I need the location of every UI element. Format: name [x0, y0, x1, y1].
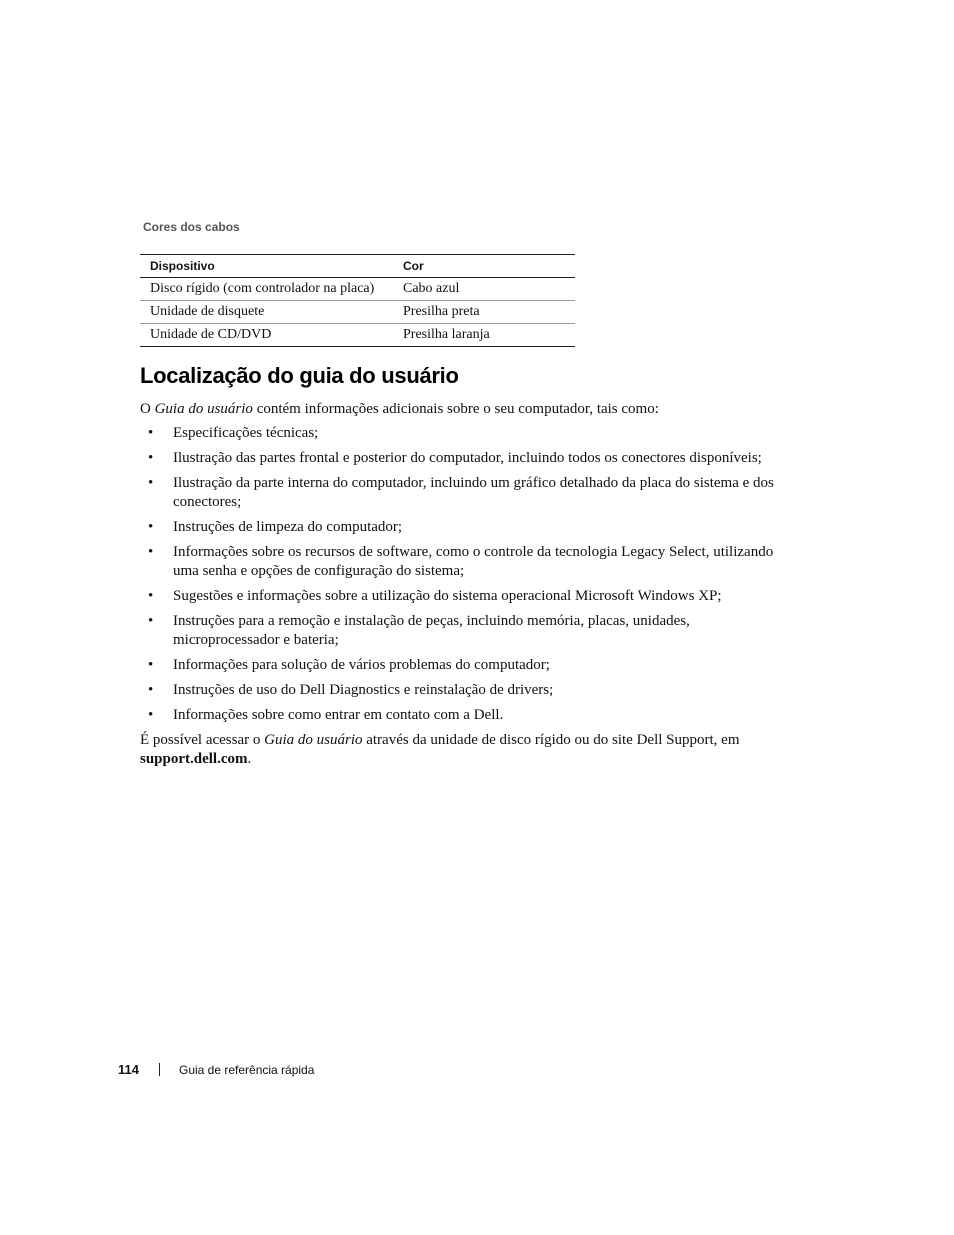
column-header-color: Cor [393, 255, 575, 278]
outro-text: . [247, 751, 252, 767]
section-body [140, 400, 800, 769]
bullet-icon: • [148, 544, 154, 560]
cell-device: Unidade de disquete [140, 301, 393, 324]
list-item-text: Informações sobre como entrar em contato com a Dell. [173, 707, 504, 723]
footer-title: Guia de referência rápida [178, 1062, 315, 1077]
table-row [140, 324, 575, 347]
list-item [140, 518, 800, 537]
list-item [140, 543, 800, 581]
list-item-text: Ilustração das partes frontal e posterior do computador, incluindo todos os conectores disponíveis; [173, 450, 762, 466]
list-item [140, 612, 800, 650]
cell-color: Presilha preta [393, 301, 575, 324]
bullet-icon: • [148, 519, 154, 535]
section-heading: Localização do guia do usuário [140, 363, 459, 388]
cell-color: Presilha laranja [393, 324, 575, 347]
cell-device: Unidade de CD/DVD [140, 324, 393, 347]
bullet-icon: • [148, 657, 154, 673]
list-item-text: Ilustração da parte interna do computador, incluindo um gráfico detalhado da placa do sistema e dos conectores; [173, 475, 774, 510]
cell-color: Cabo azul [393, 278, 575, 301]
cell-device: Disco rígido (com controlador na placa) [140, 278, 393, 301]
intro-paragraph [140, 400, 800, 419]
list-item [140, 681, 800, 700]
column-header-device: Dispositivo [140, 255, 393, 278]
bullet-icon: • [148, 450, 154, 466]
table-caption: Cores dos cabos [143, 220, 240, 234]
list-item [140, 656, 800, 675]
footer-divider [159, 1063, 160, 1076]
outro-text: através da unidade de disco rígido ou do site Dell Support, em [362, 732, 740, 748]
list-item-text: Especificações técnicas; [173, 425, 319, 441]
table-header-row [140, 255, 575, 278]
support-site-link[interactable]: support.dell.com [140, 751, 248, 767]
bullet-icon: • [148, 425, 154, 441]
list-item [140, 474, 800, 512]
bullet-icon: • [148, 588, 154, 604]
list-item-text: Instruções para a remoção e instalação de peças, incluindo memória, placas, unidades, microprocessador e bateria; [173, 613, 690, 648]
cable-colors-table [140, 254, 575, 347]
bullet-icon: • [148, 707, 154, 723]
list-item-text: Informações sobre os recursos de software, como o controle da tecnologia Legacy Select, utilizando uma senha e opções de configuração do sistema; [173, 544, 774, 579]
intro-text: contém informações adicionais sobre o seu computador, tais como: [252, 401, 659, 417]
list-item-text: Sugestões e informações sobre a utilização do sistema operacional Microsoft Windows XP; [173, 588, 722, 604]
outro-paragraph [140, 731, 800, 769]
page-footer [118, 1062, 314, 1077]
list-item [140, 449, 800, 468]
list-item-text: Instruções de limpeza do computador; [173, 519, 403, 535]
table-row [140, 301, 575, 324]
list-item [140, 706, 800, 725]
bullet-icon: • [148, 475, 154, 491]
bullet-icon: • [148, 682, 154, 698]
guide-title-italic: Guia do usuário [264, 732, 363, 748]
list-item-text: Informações para solução de vários problemas do computador; [173, 657, 550, 673]
list-item-text: Instruções de uso do Dell Diagnostics e reinstalação de drivers; [173, 682, 554, 698]
bullet-icon: • [148, 613, 154, 629]
guide-title-italic: Guia do usuário [154, 401, 253, 417]
page-number: 114 [118, 1062, 139, 1077]
table-row [140, 278, 575, 301]
list-item [140, 424, 800, 443]
outro-text: É possível acessar o [140, 732, 265, 748]
intro-text: O [140, 401, 155, 417]
feature-list [140, 424, 800, 725]
list-item [140, 587, 800, 606]
